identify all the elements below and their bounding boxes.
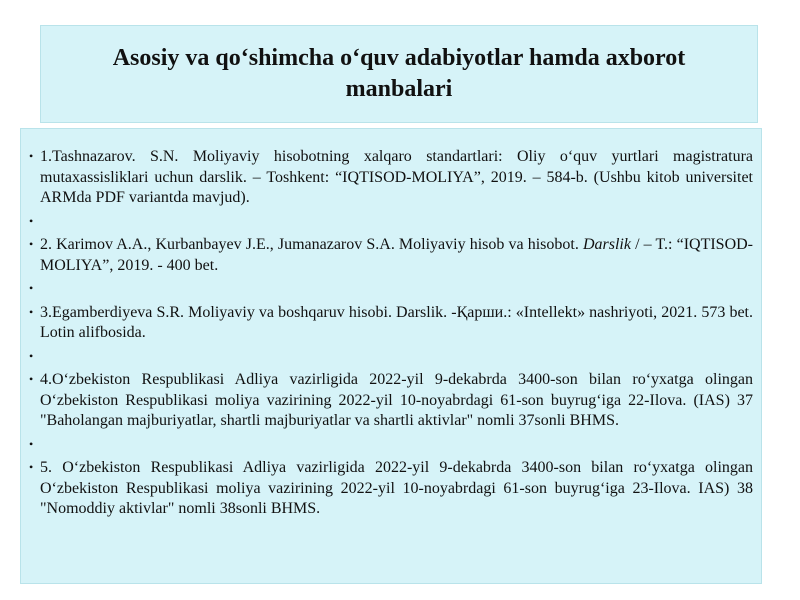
bullet-marker: • [29, 213, 34, 228]
bullet-marker: • [29, 436, 34, 451]
reference-text-part: 2. Karimov A.A., Kurbanbayev J.E., Jumanazarov S.A. Moliyaviy hisob va hisobot. [40, 236, 583, 253]
reference-item-4 [29, 370, 753, 432]
reference-list [29, 147, 753, 520]
reference-text: 5. O‘zbekiston Respublikasi Adliya vazirligida 2022-yil 9-dekabrda 3400-son bilan ro‘yxatga olingan O‘zbekiston Respublikasi moliya vazirining 2022-yil 10-noyabrdagi 61-son buyrug‘iga 23-Ilova. IAS) 38 "Nomoddiy aktivlar" nomli 38sonli BHMS. [40, 459, 753, 517]
bullet-marker: • [29, 348, 34, 363]
bullet-marker: • [29, 460, 34, 474]
reference-text-italic: Darslik [582, 236, 631, 253]
reference-item-3 [29, 303, 753, 344]
bullet-marker: • [29, 281, 34, 295]
empty-bullet-item [29, 347, 753, 368]
bullet-marker: • [29, 149, 34, 163]
reference-text: 3.Egamberdiyeva S.R. Moliyaviy va boshqaruv hisobi. Darslik. -Қарши.: «Intellekt» nashriyoti, 2021. 573 bet. Lotin alifbosida. [40, 303, 753, 341]
bullet-marker: • [29, 237, 34, 251]
references-panel [20, 128, 762, 584]
slide-title: Asosiy va qo‘shimcha o‘quv adabiyotlar hamda axborot manbalari [112, 45, 686, 102]
reference-text: 1.Tashnazarov. S.N. Moliyaviy hisobotning xalqaro standartlari: Oliy o‘quv yurtlari magistratura mutaxassisliklari uchun darslik. – Toshkent: “IQTISOD-MOLIYA”, 2019. – 584-b. (Ushbu kitob universitet ARMda PDF variantda mavjud). [40, 148, 753, 206]
empty-bullet-item [29, 279, 753, 300]
bullet-marker: • [29, 372, 34, 386]
bullet-marker: • [29, 304, 34, 319]
reference-item-1 [29, 147, 753, 209]
title-panel [40, 25, 758, 123]
reference-text [34, 235, 753, 276]
reference-item-5 [29, 458, 753, 520]
reference-text-part: / – T.: “IQTISOD-MOLIYA”, 2019. - 400 bet. [40, 236, 754, 274]
reference-item-2 [29, 235, 753, 276]
empty-bullet-item [29, 212, 753, 233]
reference-text: 4.O‘zbekiston Respublikasi Adliya vazirligida 2022-yil 9-dekabrda 3400-son bilan ro‘yxatga olingan O‘zbekiston Respublikasi moliya vazirining 2022-yil 10-noyabrdagi 61-son buyrug‘iga 22-Ilova. (IAS) 37 "Baholangan majburiyatlar, shartli majburiyatlar va shartli aktivlar" nomli 37sonli BHMS. [40, 371, 753, 429]
empty-bullet-item [29, 435, 753, 456]
